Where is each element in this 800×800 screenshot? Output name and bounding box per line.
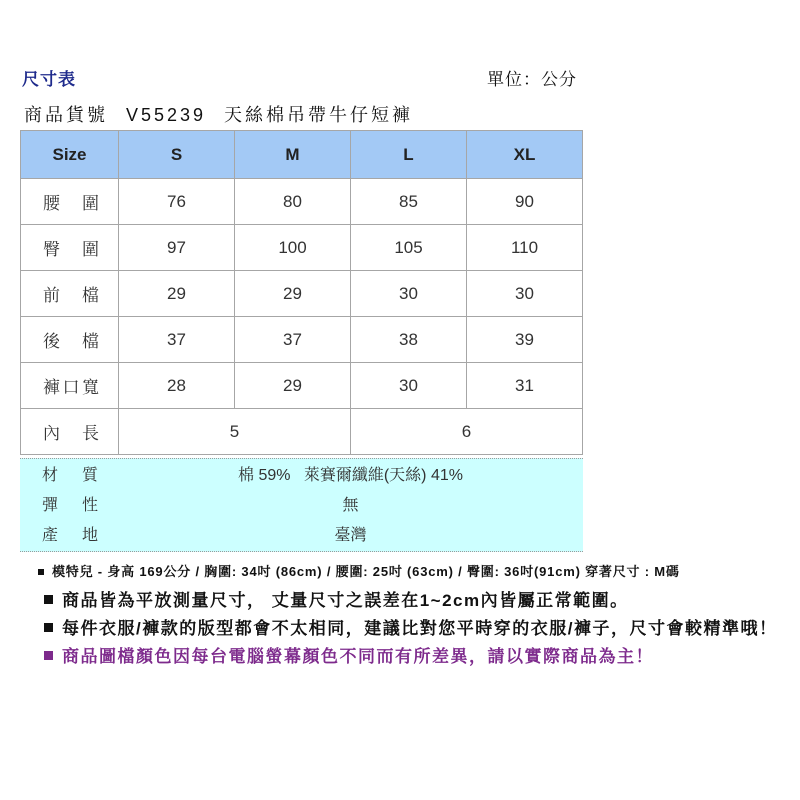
square-bullet-icon (44, 595, 53, 604)
square-bullet-icon (44, 623, 53, 632)
hip-s-value: 97 (119, 225, 235, 271)
hip-l-value: 105 (351, 225, 467, 271)
waist-s-value: 76 (119, 179, 235, 225)
back-rise-s-value: 37 (119, 317, 235, 363)
front-rise-label: 前 檔 (43, 286, 99, 305)
front-rise-xl-value: 30 (467, 271, 583, 317)
row-front-rise (21, 271, 583, 317)
leg-opening-l-value: 30 (351, 363, 467, 409)
leg-opening-xl-value: 31 (467, 363, 583, 409)
size-column-header: Size (21, 131, 119, 179)
leg-opening-label: 褲口寬 (43, 378, 99, 397)
size-header-row (21, 131, 583, 179)
front-rise-m-value: 29 (235, 271, 351, 317)
origin-value: 臺灣 (334, 527, 367, 544)
elasticity-label: 彈 性 (42, 497, 98, 514)
size-xl-header: XL (467, 131, 583, 179)
waist-label: 腰 圍 (43, 194, 99, 213)
leg-opening-label-cell (21, 363, 119, 409)
spec-row-material (20, 461, 583, 491)
inseam-label-cell (21, 409, 119, 455)
material-label: 材 質 (42, 467, 98, 484)
leg-opening-s-value: 28 (119, 363, 235, 409)
elasticity-value: 無 (342, 497, 359, 514)
waist-xl-value: 90 (467, 179, 583, 225)
model-info-note (38, 564, 680, 580)
hip-label-cell (21, 225, 119, 271)
row-hip (21, 225, 583, 271)
inseam-label: 內 長 (43, 424, 99, 443)
back-rise-m-value: 37 (235, 317, 351, 363)
inseam-s-m-value: 5 (119, 409, 351, 455)
size-table (20, 130, 583, 455)
measurement-note (44, 591, 629, 611)
back-rise-l-value: 38 (351, 317, 467, 363)
inseam-l-xl-value: 6 (351, 409, 583, 455)
row-inseam (21, 409, 583, 455)
size-l-header: L (351, 131, 467, 179)
waist-l-value: 85 (351, 179, 467, 225)
hip-xl-value: 110 (467, 225, 583, 271)
row-leg-opening (21, 363, 583, 409)
measurement-note-text: 商品皆為平放測量尺寸， 丈量尺寸之誤差在1~2cm內皆屬正常範圍。 (62, 591, 629, 610)
square-bullet-icon (38, 569, 44, 575)
leg-opening-m-value: 29 (235, 363, 351, 409)
front-rise-s-value: 29 (119, 271, 235, 317)
origin-label: 產 地 (42, 527, 98, 544)
color-disclaimer-note (44, 647, 654, 667)
back-rise-label: 後 檔 (43, 332, 99, 351)
fit-advice-note-text: 每件衣服/褲款的版型都會不太相同，建議比對您平時穿的衣服/褲子，尺寸會較精準哦！ (62, 619, 778, 638)
front-rise-label-cell (21, 271, 119, 317)
row-back-rise (21, 317, 583, 363)
spec-panel (20, 458, 583, 552)
size-m-header: M (235, 131, 351, 179)
hip-m-value: 100 (235, 225, 351, 271)
size-s-header: S (119, 131, 235, 179)
square-bullet-icon (44, 651, 53, 660)
waist-m-value: 80 (235, 179, 351, 225)
spec-row-elasticity (20, 491, 583, 521)
page-title: 尺寸表 (22, 70, 76, 89)
color-disclaimer-note-text: 商品圖檔顏色因每台電腦螢幕顏色不同而有所差異，請以實際商品為主！ (62, 647, 654, 666)
material-value: 棉 59% 萊賽爾纖維(天絲) 41% (238, 467, 463, 484)
unit-label: 單位：公分 (487, 70, 577, 89)
model-info-text: 模特兒 - 身高 169公分 / 胸圍: 34吋 (86cm) / 腰圍: 25吋 (63cm) / 臀圍: 36吋(91cm) 穿著尺寸 : M碼 (52, 564, 680, 579)
spec-row-origin (20, 521, 583, 551)
front-rise-l-value: 30 (351, 271, 467, 317)
back-rise-label-cell (21, 317, 119, 363)
fit-advice-note (44, 619, 777, 639)
hip-label: 臀 圍 (43, 240, 99, 259)
waist-label-cell (21, 179, 119, 225)
row-waist (21, 179, 583, 225)
back-rise-xl-value: 39 (467, 317, 583, 363)
product-title: 商品貨號 V55239 天絲棉吊帶牛仔短褲 (24, 105, 414, 125)
